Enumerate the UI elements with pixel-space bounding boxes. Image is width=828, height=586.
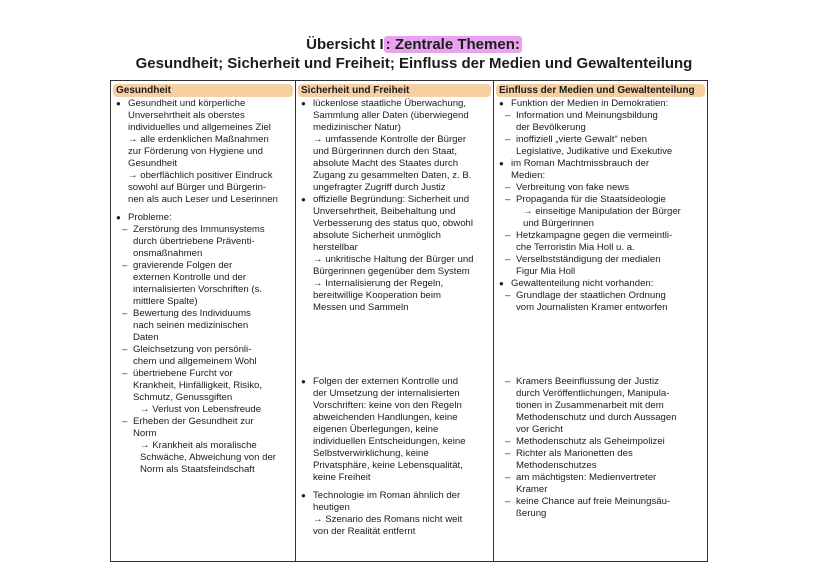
- dash-item: [494, 182, 707, 194]
- arrow-note: [111, 134, 295, 170]
- text-line: Gesundheit: [128, 158, 178, 169]
- text-line: Norm als Staatsfeindschaft: [140, 464, 255, 475]
- text-line: onsmaßnahmen: [133, 248, 203, 259]
- text-line: – Verbreitung von fake news: [516, 182, 630, 193]
- text-line: Figur Mia Holl: [516, 266, 576, 277]
- text-line: keine Freiheit: [313, 472, 371, 483]
- dash-item: [494, 436, 707, 448]
- title-line: [0, 36, 828, 54]
- text-line: nen als auch Leser und Leserinnen: [128, 194, 278, 205]
- text-line: – Verselbstständigung der medialen: [516, 254, 661, 265]
- content-block: [494, 98, 707, 314]
- arrow-note: [494, 206, 707, 230]
- text-line: sowohl auf Bürger und Bürgerin-: [128, 182, 267, 193]
- text-line: vom Journalisten Kramer entworfen: [516, 302, 668, 313]
- dash-item: [111, 308, 295, 344]
- subtitle: Gesundheit; Sicherheit und Freiheit; Einfluss der Medien und Gewaltenteilung: [135, 55, 693, 72]
- text-line: absolute Sicherheit unmöglich: [313, 230, 441, 241]
- dash-item: [494, 496, 707, 520]
- text-line: Vorschriften: keine von den Regeln: [313, 400, 462, 411]
- text-line: – gravierende Folgen der: [133, 260, 233, 271]
- text-line: durch übertriebene Präventi-: [133, 236, 255, 247]
- arrow-note: [111, 404, 295, 416]
- arrow-note: [111, 440, 295, 476]
- column-header: Gesundheit: [113, 84, 293, 97]
- text-line: → Verlust von Lebensfreude: [140, 404, 262, 415]
- text-line: tionen in Zusammenarbeit mit dem: [516, 400, 664, 411]
- text-line: heutigen: [313, 502, 350, 513]
- dash-item: [111, 344, 295, 368]
- text-line: che Terroristin Mia Holl u. a.: [516, 242, 635, 253]
- text-line: Selbstverwirklichung, keine: [313, 448, 429, 459]
- dash-item: [111, 260, 295, 308]
- text-line: – Kramers Beeinflussung der Justiz: [516, 376, 659, 387]
- text-line: – Gleichsetzung von persönli-: [133, 344, 252, 355]
- overview-table: [110, 80, 708, 562]
- content-block: [111, 98, 295, 476]
- text-line: externen Kontrolle und der: [133, 272, 247, 283]
- text-line: Unversehrtheit, Beibehaltung und: [313, 206, 456, 217]
- text-line: ßerung: [516, 508, 547, 519]
- text-line: durch Veröffentlichungen, Manipula-: [516, 388, 670, 399]
- text-line: nach seinen medizinischen: [133, 320, 249, 331]
- text-line: Sammlung aller Daten (überwiegend: [313, 110, 469, 121]
- text-line: → Szenario des Romans nicht weit: [313, 514, 463, 525]
- text-line: ● Gesundheit und körperliche: [128, 98, 246, 109]
- column-header: Sicherheit und Freiheit: [298, 84, 491, 97]
- arrow-note: [296, 254, 493, 278]
- dash-item: [494, 230, 707, 254]
- text-line: Medien:: [511, 170, 546, 181]
- bullet-item: [494, 98, 707, 110]
- column-header: Einfluss der Medien und Gewaltenteilung: [496, 84, 705, 97]
- text-line: ● Folgen der externen Kontrolle und: [313, 376, 459, 387]
- text-line: – inoffiziell „vierte Gewalt“ neben: [516, 134, 648, 145]
- text-line: → Internalisierung der Regeln,: [313, 278, 444, 289]
- text-line: chem und allgemeinem Wohl: [133, 356, 257, 367]
- text-line: eigenen Überlegungen, keine: [313, 424, 439, 435]
- text-line: und Bürgerinnen: [523, 218, 594, 229]
- text-line: – Erheben der Gesundheit zur: [133, 416, 254, 427]
- text-line: Methodenschutz und durch Aussagen: [516, 412, 677, 423]
- text-line: – Bewertung des Individuums: [133, 308, 251, 319]
- content-block: [494, 376, 707, 520]
- arrow-note: [296, 514, 493, 538]
- arrow-note: [296, 278, 493, 314]
- text-line: – Methodenschutz als Geheimpolizei: [516, 436, 665, 447]
- document-title: [0, 36, 828, 73]
- arrow-note: [296, 134, 493, 194]
- bullet-item: [296, 98, 493, 134]
- bullet-item: [296, 376, 493, 484]
- text-line: – am mächtigsten: Medienvertreter: [516, 472, 657, 483]
- text-line: – Information und Meinungsbildung: [516, 110, 658, 121]
- arrow-note: [111, 170, 295, 206]
- text-line: ● Gewaltenteilung nicht vorhanden:: [511, 278, 654, 289]
- dash-item: [111, 416, 295, 440]
- content-block: [296, 98, 493, 314]
- text-line: individuelles und allgemeines Ziel: [128, 122, 271, 133]
- column-gesundheit: [111, 81, 296, 561]
- text-line: – Richter als Marionetten des: [516, 448, 633, 459]
- dash-item: [494, 472, 707, 496]
- text-line: bereitwillige Kooperation beim: [313, 290, 441, 301]
- title-highlight: : Zentrale Themen:: [385, 36, 520, 53]
- text-line: ● lückenlose staatliche Überwachung,: [313, 98, 467, 109]
- text-line: und Bürgerinnen durch den Staat,: [313, 146, 458, 157]
- text-line: – Propaganda für die Staatsideologie: [516, 194, 666, 205]
- text-line: Unversehrtheit als oberstes: [128, 110, 245, 121]
- content-block: [296, 376, 493, 538]
- column-sicherheit-freiheit: [296, 81, 494, 561]
- text-line: Schwäche, Abweichung von der: [140, 452, 276, 463]
- text-line: → einseitige Manipulation der Bürger: [523, 206, 681, 217]
- text-line: Krankheit, Hinfälligkeit, Risiko,: [133, 380, 263, 391]
- bullet-item: [111, 212, 295, 224]
- text-line: Schmutz, Genussgiften: [133, 392, 233, 403]
- text-line: → alle erdenklichen Maßnahmen: [128, 134, 269, 145]
- text-line: Methodenschutzes: [516, 460, 597, 471]
- text-line: individuellen Entscheidungen, keine: [313, 436, 466, 447]
- bullet-item: [296, 490, 493, 514]
- dash-item: [494, 254, 707, 278]
- column-medien-gewaltenteilung: [494, 81, 707, 561]
- text-line: ● Technologie im Roman ähnlich der: [313, 490, 461, 501]
- text-line: → Krankheit als moralische: [140, 440, 257, 451]
- text-line: Kramer: [516, 484, 548, 495]
- text-line: Verbesserung des status quo, obwohl: [313, 218, 474, 229]
- text-line: – keine Chance auf freie Meinungsäu-: [516, 496, 671, 507]
- text-line: ● im Roman Machtmissbrauch der: [511, 158, 650, 169]
- text-line: medizinischer Natur): [313, 122, 401, 133]
- dash-item: [111, 224, 295, 260]
- text-line: herstellbar: [313, 242, 358, 253]
- text-line: absolute Macht des Staates durch: [313, 158, 459, 169]
- bullet-item: [296, 194, 493, 254]
- text-line: ● Funktion der Medien in Demokratien:: [511, 98, 669, 109]
- text-line: Legislative, Judikative und Exekutive: [516, 146, 673, 157]
- text-line: vor Gericht: [516, 424, 563, 435]
- text-line: Norm: [133, 428, 157, 439]
- text-line: ● Probleme:: [128, 212, 172, 223]
- text-line: ● offizielle Begründung: Sicherheit und: [313, 194, 470, 205]
- dash-item: [494, 134, 707, 158]
- text-line: internalisierten Vorschriften (s.: [133, 284, 263, 295]
- text-line: Privatsphäre, keine Lebensqualität,: [313, 460, 463, 471]
- text-line: der Umsetzung der internalisierten: [313, 388, 460, 399]
- dash-item: [494, 110, 707, 134]
- text-line: mittlere Spalte): [133, 296, 198, 307]
- bullet-item: [111, 98, 295, 134]
- text-line: Zugang zu gesammelten Daten, z. B.: [313, 170, 472, 181]
- bullet-item: [494, 158, 707, 182]
- text-line: → unkritische Haltung der Bürger und: [313, 254, 474, 265]
- bullet-item: [494, 278, 707, 290]
- dash-item: [494, 290, 707, 314]
- text-line: von der Realität entfernt: [313, 526, 416, 537]
- text-line: der Bevölkerung: [516, 122, 586, 133]
- text-line: Bürgerinnen gegenüber dem System: [313, 266, 470, 277]
- dash-item: [111, 368, 295, 404]
- dash-item: [494, 448, 707, 472]
- text-line: ungefragter Zugriff durch Justiz: [313, 182, 446, 193]
- dash-item: [494, 376, 707, 436]
- text-line: – Hetzkampagne gegen die vermeintli-: [516, 230, 673, 241]
- text-line: – übertriebene Furcht vor: [133, 368, 233, 379]
- dash-item: [494, 194, 707, 206]
- text-line: zur Förderung von Hygiene und: [128, 146, 263, 157]
- text-line: Messen und Sammeln: [313, 302, 409, 313]
- text-line: – Zerstörung des Immunsystems: [133, 224, 265, 235]
- text-line: abweichenden Handlungen, keine: [313, 412, 458, 423]
- text-line: → oberflächlich positiver Eindruck: [128, 170, 273, 181]
- text-line: → umfassende Kontrolle der Bürger: [313, 134, 467, 145]
- title-prefix: Übersicht I: [306, 36, 384, 53]
- text-line: Daten: [133, 332, 159, 343]
- text-line: – Grundlage der staatlichen Ordnung: [516, 290, 666, 301]
